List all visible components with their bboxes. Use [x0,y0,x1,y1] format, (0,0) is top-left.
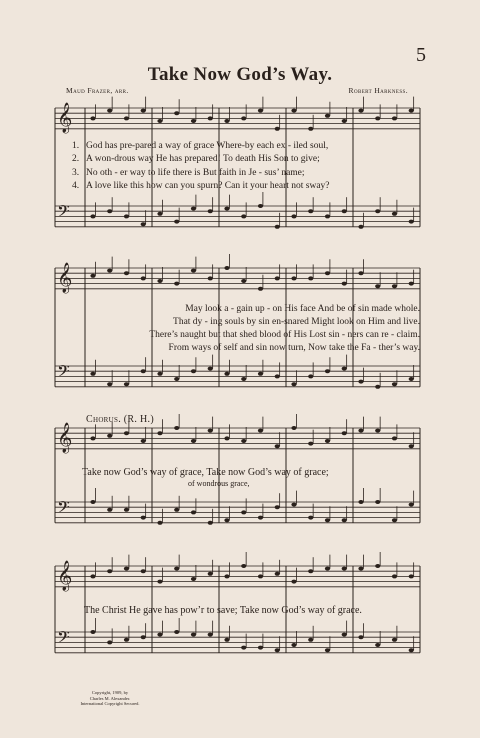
note-head [358,109,363,113]
note-head [358,225,363,229]
lyric-line: That dy - ing souls by sin en-snared Might look on Him and live. [173,317,420,327]
note-head [224,207,229,211]
note-head [107,109,112,113]
note-head [258,204,263,208]
note-head [90,274,95,278]
note-head [409,444,414,448]
note-head [141,516,146,520]
note-head [275,572,280,576]
note-head [308,276,313,280]
treble-clef-icon: 𝄞 [57,103,73,133]
note-head [308,209,313,213]
note-head [191,119,196,123]
note-head [308,569,313,573]
note-head [208,633,213,637]
note-head [90,500,95,504]
note-head [291,580,296,584]
note-head [241,510,246,514]
note-head [342,119,347,123]
hymn-title: Take Now God’s Way. [147,64,333,85]
note-head [392,382,397,386]
note-head [90,116,95,120]
system-2-lyrics [80,303,420,355]
note-head [291,643,296,647]
note-head [107,434,112,438]
chorus-lyric: Take now God’s way of grace, Take now God’s way of grace; [82,467,329,478]
note-head [325,369,330,373]
note-head [157,521,162,525]
note-head [275,127,280,131]
note-head [124,382,129,386]
note-head [174,111,179,115]
note-head [358,271,363,275]
note-head [141,369,146,373]
note-head [409,503,414,507]
note-head [191,207,196,211]
note-head [241,377,246,381]
note-head [90,214,95,218]
music-credit: Robert Harkness. [348,86,408,95]
note-head [409,282,414,286]
note-head [291,382,296,386]
note-head [174,220,179,224]
note-head [107,209,112,213]
note-head [224,119,229,123]
bass-clef-icon: 𝄢 [57,361,70,385]
note-head [141,439,146,443]
note-head [291,426,296,430]
note-head [107,382,112,386]
note-head [342,431,347,435]
note-head [208,572,213,576]
bass-clef-icon: 𝄢 [57,497,70,521]
copyright-notice: Copyright, 1909, by Charles M. Alexander. International Copyright Secured. [80,690,140,706]
verse-line: 2. A won-drous way He has prepared! To death His Son to give; [72,154,320,165]
note-head [325,567,330,571]
note-head [141,109,146,113]
note-head [258,287,263,291]
note-head [275,648,280,652]
note-head [224,266,229,270]
note-head [191,633,196,637]
note-head [325,439,330,443]
note-head [342,633,347,637]
note-head [392,638,397,642]
note-head [358,429,363,433]
lyric-line: May look a - gain up - on His face And be of sin made whole. [185,304,420,314]
note-head [392,574,397,578]
note-head [157,279,162,283]
note-head [275,276,280,280]
note-head [191,369,196,373]
note-head [157,580,162,584]
note-head [208,367,213,371]
note-head [325,114,330,118]
final-lyric: The Christ He gave has pow’r to save; Take now God’s way of grace. [84,605,362,616]
note-head [375,284,380,288]
note-head [224,638,229,642]
note-head [342,518,347,522]
note-head [241,116,246,120]
note-head [325,214,330,218]
note-head [358,635,363,639]
page-number: 5 [416,44,426,66]
note-head [224,372,229,376]
note-head [224,518,229,522]
treble-clef-icon: 𝄞 [57,561,73,591]
note-head [141,569,146,573]
note-head [409,109,414,113]
note-head [124,271,129,275]
note-head [392,116,397,120]
note-head [241,439,246,443]
note-head [124,431,129,435]
note-head [291,214,296,218]
note-head [107,508,112,512]
note-head [308,516,313,520]
note-head [258,574,263,578]
bass-clef-icon: 𝄢 [57,627,70,651]
note-head [258,109,263,113]
note-head [375,643,380,647]
note-head [191,439,196,443]
verse-line: 3. No oth - er way to life there is But faith in Je - sus’ name; [72,167,305,178]
note-head [124,638,129,642]
note-head [141,635,146,639]
note-head [258,646,263,650]
note-head [308,127,313,131]
note-head [409,648,414,652]
note-head [241,646,246,650]
note-head [375,429,380,433]
note-head [157,119,162,123]
note-head [174,282,179,286]
note-head [258,429,263,433]
note-head [308,442,313,446]
verse-line: 4. A love like this how can you spurn? Can it your heart not sway? [72,180,330,191]
note-head [191,269,196,273]
note-head [308,374,313,378]
verse-lyrics [72,140,422,193]
note-head [375,500,380,504]
note-head [157,212,162,216]
note-head [124,567,129,571]
note-head [275,225,280,229]
note-head [191,510,196,514]
note-head [275,374,280,378]
note-head [174,508,179,512]
note-head [90,630,95,634]
note-head [157,431,162,435]
note-head [375,564,380,568]
note-head [342,282,347,286]
chorus-label: Chorus. (R. H.) [86,414,154,425]
note-head [409,377,414,381]
note-head [107,640,112,644]
note-head [107,569,112,573]
note-head [141,222,146,226]
note-head [258,516,263,520]
treble-clef-icon: 𝄞 [57,263,73,293]
note-head [392,518,397,522]
note-head [157,633,162,637]
note-head [342,367,347,371]
note-head [241,214,246,218]
note-head [174,630,179,634]
note-head [291,503,296,507]
note-head [174,567,179,571]
note-head [208,429,213,433]
lyric-line: There’s naught but that shed blood of His Lost sin - ners can re - claim. [149,330,420,340]
lyric-line: From ways of self and sin now turn, Now take the Fa - ther’s way. [168,343,420,353]
note-head [275,444,280,448]
note-head [392,436,397,440]
note-head [392,284,397,288]
treble-clef-icon: 𝄞 [57,423,73,453]
note-head [90,372,95,376]
note-head [325,271,330,275]
note-head [308,638,313,642]
note-head [191,577,196,581]
note-head [241,279,246,283]
note-head [174,377,179,381]
note-head [174,426,179,430]
note-head [409,220,414,224]
note-head [124,214,129,218]
note-head [409,574,414,578]
note-head [291,109,296,113]
note-head [241,564,246,568]
note-head [157,372,162,376]
note-head [275,505,280,509]
note-head [141,276,146,280]
verse-line: 1. God has pre-pared a way of grace Where-by each ex - iled soul, [72,141,329,151]
note-head [124,116,129,120]
note-head [342,567,347,571]
note-head [208,209,213,213]
note-head [325,648,330,652]
note-head [224,436,229,440]
note-head [342,209,347,213]
note-head [325,518,330,522]
note-head [375,116,380,120]
note-head [375,209,380,213]
note-head [358,380,363,384]
note-head [124,508,129,512]
note-head [358,567,363,571]
note-head [90,436,95,440]
note-head [208,276,213,280]
note-head [208,116,213,120]
note-head [224,574,229,578]
note-head [107,269,112,273]
note-head [358,500,363,504]
note-head [392,212,397,216]
chorus-sublyric: of wondrous grace, [188,479,250,488]
note-head [90,574,95,578]
note-head [258,372,263,376]
words-credit: Maud Frazer, arr. [66,86,129,95]
note-head [208,521,213,525]
note-head [375,385,380,389]
note-head [291,276,296,280]
bass-clef-icon: 𝄢 [57,201,70,225]
